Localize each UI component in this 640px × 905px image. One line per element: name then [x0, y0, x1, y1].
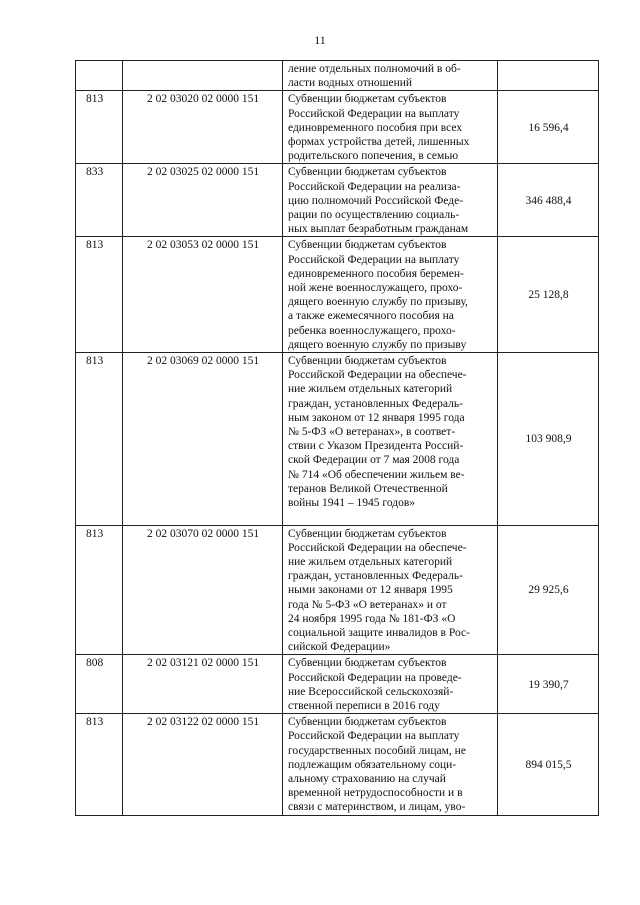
- income-name-line: временной нетрудоспособности и в: [288, 787, 463, 800]
- income-name-line: Субвенции бюджетам субъектов: [288, 716, 447, 729]
- income-name-line: социальной защите инвалидов в Рос-: [288, 626, 470, 639]
- amount-cell: 16 596,4: [498, 91, 599, 164]
- income-name-cell: [283, 237, 498, 353]
- admin-code-cell: 813: [76, 91, 123, 164]
- income-name-cell: [283, 91, 498, 164]
- budget-code-cell: 2 02 03069 02 0000 151: [123, 353, 283, 525]
- income-name-line: Субвенции бюджетам субъектов: [288, 355, 447, 368]
- income-name-line: ние Всероссийской сельскохозяй-: [288, 685, 454, 698]
- income-name-cell: [283, 353, 498, 525]
- income-name-line: Российской Федерации на выплату: [288, 730, 460, 743]
- table-row: [76, 655, 599, 714]
- admin-code-cell: 813: [76, 353, 123, 525]
- table-row: [76, 714, 599, 815]
- income-name-cell: [283, 655, 498, 714]
- income-name-line: родительского попечения, в семью: [288, 150, 459, 163]
- income-name-line: [288, 510, 494, 524]
- admin-code-cell: 808: [76, 655, 123, 714]
- income-name-line: дящего военную службу по призыву: [288, 338, 467, 351]
- amount-cell: [498, 61, 599, 91]
- income-name-line: формах устройства детей, лишенных: [288, 136, 470, 149]
- income-name-line: подлежащим обязательному соци-: [288, 758, 457, 771]
- amount-cell: 346 488,4: [498, 164, 599, 237]
- income-name-line: 24 ноября 1995 года № 181-ФЗ «О: [288, 612, 456, 625]
- income-name-line: ской Федерации от 7 мая 2008 года: [288, 454, 460, 467]
- income-name-line: связи с материнством, и лицам, уво-: [288, 801, 466, 814]
- income-name-line: Субвенции бюджетам субъектов: [288, 527, 447, 540]
- income-name-line: альному страхованию на случай: [288, 772, 446, 785]
- income-name-line: цию полномочий Российской Феде-: [288, 194, 464, 207]
- income-name-line: войны 1941 – 1945 годов»: [288, 497, 416, 510]
- table-row: [76, 525, 599, 655]
- budget-code-cell: 2 02 03121 02 0000 151: [123, 655, 283, 714]
- amount-cell: 894 015,5: [498, 714, 599, 815]
- income-name-line: ние жильем отдельных категорий: [288, 383, 453, 396]
- budget-code-cell: 2 02 03020 02 0000 151: [123, 91, 283, 164]
- income-name-line: Субвенции бюджетам субъектов: [288, 657, 447, 670]
- income-name-line: Российской Федерации на проведе-: [288, 671, 462, 684]
- income-name-line: ребенка военнослужащего, прохо-: [288, 324, 456, 337]
- income-name-line: Субвенции бюджетам субъектов: [288, 166, 447, 179]
- income-name-line: Субвенции бюджетам субъектов: [288, 93, 447, 106]
- income-name-line: Российской Федерации на обеспече-: [288, 541, 467, 554]
- table-row: [76, 91, 599, 164]
- income-name-cell: [283, 525, 498, 655]
- income-name-line: ными законами от 12 января 1995: [288, 584, 453, 597]
- table-row: [76, 61, 599, 91]
- income-name-line: Субвенции бюджетам субъектов: [288, 239, 447, 252]
- income-name-line: сийской Федерации»: [288, 641, 391, 654]
- income-name-cell: [283, 714, 498, 815]
- income-name-line: № 714 «Об обеспечении жильем ве-: [288, 468, 465, 481]
- income-name-line: ление отдельных полномочий в об-: [288, 63, 461, 75]
- page-number: 11: [314, 33, 326, 47]
- table-row: [76, 237, 599, 353]
- income-name-line: граждан, установленных Федераль-: [288, 570, 463, 583]
- admin-code-cell: [76, 61, 123, 91]
- budget-code-cell: 2 02 03070 02 0000 151: [123, 525, 283, 655]
- table-row: [76, 164, 599, 237]
- income-name-line: ласти водных отношений: [288, 77, 413, 90]
- income-name-line: единовременного пособия беремен-: [288, 267, 464, 280]
- income-name-line: Российской Федерации на выплату: [288, 107, 460, 120]
- income-name-line: № 5-ФЗ «О ветеранах», в соответ-: [288, 426, 456, 439]
- income-name-line: дящего военную службу по призыву,: [288, 296, 468, 309]
- amount-cell: 19 390,7: [498, 655, 599, 714]
- income-name-line: Российской Федерации на обеспече-: [288, 369, 467, 382]
- income-name-line: Российской Федерации на выплату: [288, 253, 460, 266]
- budget-code-cell: 2 02 03122 02 0000 151: [123, 714, 283, 815]
- amount-cell: 103 908,9: [498, 353, 599, 525]
- budget-table: [75, 60, 599, 816]
- admin-code-cell: 813: [76, 714, 123, 815]
- income-name-line: граждан, установленных Федераль-: [288, 397, 463, 410]
- income-name-line: ных выплат безработным гражданам: [288, 223, 469, 236]
- income-name-line: теранов Великой Отечественной: [288, 482, 448, 495]
- income-name-line: ственной переписи в 2016 году: [288, 699, 440, 712]
- budget-code-cell: 2 02 03025 02 0000 151: [123, 164, 283, 237]
- admin-code-cell: 833: [76, 164, 123, 237]
- income-name-cell: [283, 61, 498, 91]
- income-name-line: государственных пособий лицам, не: [288, 744, 466, 757]
- budget-code-cell: 2 02 03053 02 0000 151: [123, 237, 283, 353]
- income-name-line: ной жене военнослужащего, прохо-: [288, 282, 463, 295]
- income-name-line: ствии с Указом Президента Россий-: [288, 440, 464, 453]
- income-name-cell: [283, 164, 498, 237]
- budget-table-body: [76, 61, 599, 816]
- admin-code-cell: 813: [76, 237, 123, 353]
- budget-code-cell: [123, 61, 283, 91]
- income-name-line: ным законом от 12 января 1995 года: [288, 411, 465, 424]
- income-name-line: ние жильем отдельных категорий: [288, 555, 453, 568]
- income-name-line: а также ежемесячного пособия на: [288, 310, 454, 323]
- income-name-line: года № 5-ФЗ «О ветеранах» и от: [288, 598, 447, 611]
- amount-cell: 25 128,8: [498, 237, 599, 353]
- amount-cell: 29 925,6: [498, 525, 599, 655]
- table-row: [76, 353, 599, 525]
- income-name-line: рации по осуществлению социаль-: [288, 209, 460, 222]
- income-name-line: Российской Федерации на реализа-: [288, 180, 461, 193]
- admin-code-cell: 813: [76, 525, 123, 655]
- income-name-line: единовременного пособия при всех: [288, 121, 463, 134]
